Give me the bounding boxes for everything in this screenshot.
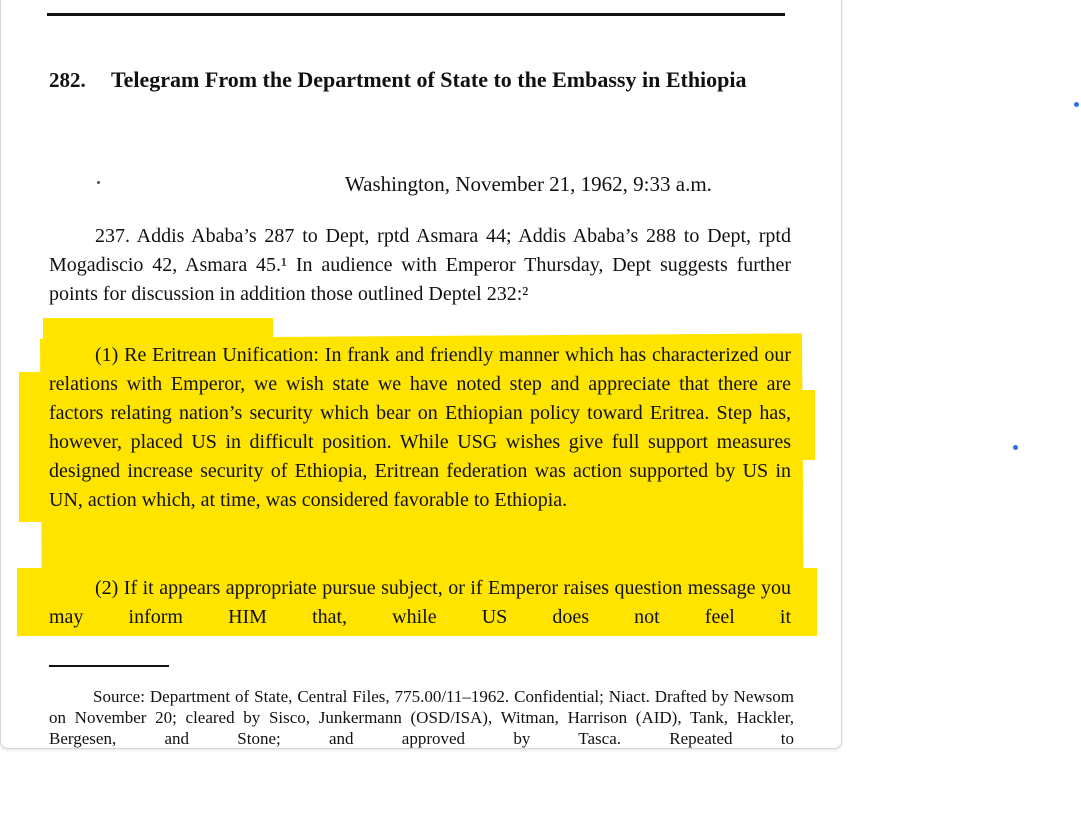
document-number: 282. — [49, 68, 86, 92]
paragraph-2-text: (2) If it appears appropriate pursue subject, or if Emperor raises question message you may inform HIM that, while US does not feel it — [49, 577, 791, 628]
top-rule — [47, 13, 785, 16]
dateline: Washington, November 21, 1962, 9:33 a.m. — [345, 172, 712, 196]
paragraph-1-text: (1) Re Eritrean Unification: In frank and friendly manner which has characterized our relations with Emperor, we wish state we have noted step and appreciate that there are factors relating nation’s security which bear on Ethiopian policy toward Eritrea. Step has, however, placed US in difficult position. While USG wishes give full support measures designed increase security of Ethiopia, Eritrean federation was action supported by US in UN, action which, at time, was considered favorable to Ethiopia. — [49, 344, 791, 511]
scan-speck — [97, 181, 100, 184]
paragraph-2 — [49, 574, 791, 632]
footnote — [49, 686, 794, 749]
paragraph-intro-text: 237. Addis Ababa’s 287 to Dept, rptd Asmara 44; Addis Ababa’s 288 to Dept, rptd Mogadiscio 42, Asmara 45.¹ In audience with Emperor Thursday, Dept suggests further points for discussion in addition those outlined Deptel 232:² — [49, 225, 791, 305]
marker-dot — [1013, 445, 1018, 450]
paragraph-1 — [49, 341, 791, 515]
footnote-text: Source: Department of State, Central Files, 775.00/11–1962. Confidential; Niact. Drafted by Newsom on November 20; cleared by Sisco, Junkermann (OSD/ISA), Witman, Harrison (AID), Tank, Hackler, Bergesen, and Stone; and approved by Tasca. Repeated to — [49, 687, 794, 748]
footnote-rule — [49, 665, 169, 667]
paragraph-intro — [49, 222, 791, 309]
marker-dot — [1074, 102, 1079, 107]
document-title: Telegram From the Department of State to the Embassy in Ethiopia — [111, 67, 747, 92]
highlight-mark — [791, 390, 815, 460]
